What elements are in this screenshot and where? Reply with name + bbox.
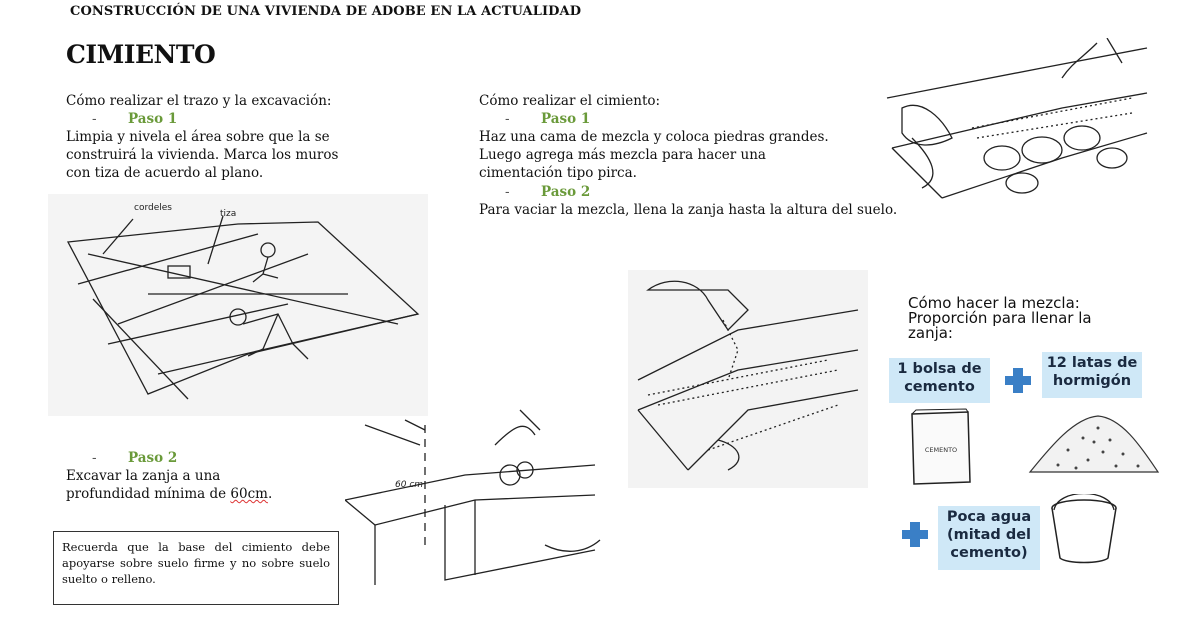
pouring-mix-figure xyxy=(628,270,868,488)
plus-icon-2-vertical xyxy=(910,522,920,547)
document-title: CONSTRUCCIÓN DE UNA VIVIENDA DE ADOBE EN LA ACTUALIDAD xyxy=(70,4,582,19)
gravel-box: 12 latas de hormigón xyxy=(1042,352,1142,398)
trench-figure xyxy=(345,405,610,590)
mid-step2-label: - Paso 2 xyxy=(505,184,591,200)
mix-title: Cómo hacer la mezcla: Proporción para llenar la zanja: xyxy=(908,294,1092,342)
section-title: CIMIENTO xyxy=(66,40,216,69)
mid-step2-text: Para vaciar la mezcla, llena la zanja hasta la altura del suelo. xyxy=(479,202,898,218)
cement-box: 1 bolsa de cemento xyxy=(889,358,990,403)
gravel-pile-icon xyxy=(1028,410,1160,478)
left-step1-text: Limpia y nivela el área sobre que la se construirá la vivienda. Marca los muros con tiza de acuerdo al plano. xyxy=(66,129,339,181)
layout-figure xyxy=(48,194,428,416)
cordeles-label: cordeles xyxy=(134,203,172,213)
mid-step1-text: Haz una cama de mezcla y coloca piedras grandes. Luego agrega más mezcla para hacer una cimentación tipo pirca. xyxy=(479,129,829,181)
foundation-heading: Cómo realizar el cimiento: xyxy=(479,93,661,109)
firm-soil-note: Recuerda que la base del cimiento debe apoyarse sobre suelo firme y no sobre suelo suelto o relleno. xyxy=(53,531,339,605)
left-step1-label: - Paso 1 xyxy=(92,111,178,127)
left-step2-label: - Paso 2 xyxy=(92,450,178,466)
stone-foundation-figure xyxy=(882,38,1152,208)
trench-depth-label: 60 cm xyxy=(395,480,424,490)
cement-bag-icon xyxy=(906,408,976,488)
tiza-label: tiza xyxy=(220,209,237,219)
mid-step1-label: - Paso 1 xyxy=(505,111,591,127)
trace-heading: Cómo realizar el trazo y la excavación: xyxy=(66,93,332,109)
left-step2-text: Excavar la zanja a una profundidad mínima de 60cm. xyxy=(66,468,273,502)
svg-text:CEMENTO: CEMENTO xyxy=(924,446,958,454)
bucket-icon xyxy=(1046,494,1122,566)
plus-icon-vertical xyxy=(1013,368,1023,393)
water-box: Poca agua (mitad del cemento) xyxy=(938,506,1040,570)
